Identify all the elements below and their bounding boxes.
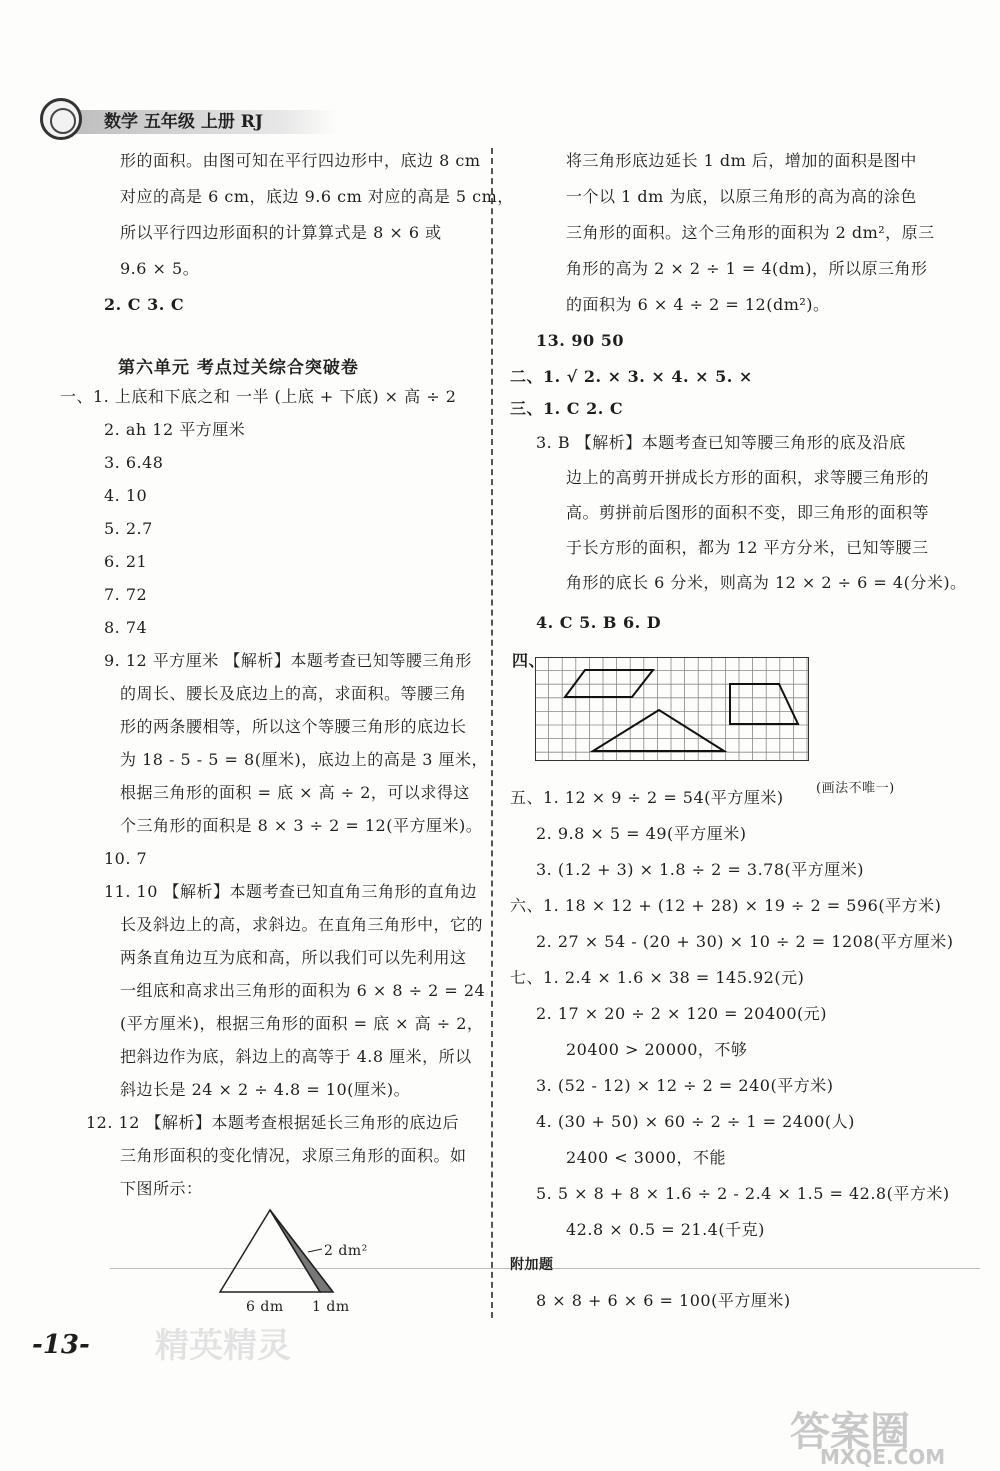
answer-line: 2. C 3. C	[104, 295, 185, 314]
text-line: 一组底和高求出三角形的面积为 6 × 8 ÷ 2 = 24	[120, 981, 486, 1000]
answer-line: 六、1. 18 × 12 + (12 + 28) × 19 ÷ 2 = 596(平方米)	[510, 896, 942, 915]
answer-line: 9. 12 平方厘米 【解析】本题考查已知等腰三角形	[104, 651, 472, 670]
text-line: 高。剪拼前后图形的面积不变，即三角形的面积等	[566, 503, 930, 522]
text-line: 20400 > 20000，不够	[566, 1040, 748, 1059]
text-line: 9.6 × 5。	[120, 259, 200, 278]
text-line: (平方厘米)，根据三角形的面积 = 底 × 高 ÷ 2，	[120, 1014, 484, 1033]
answer-line: 七、1. 2.4 × 1.6 × 38 = 145.92(元)	[510, 968, 805, 987]
page-number: -13-	[32, 1330, 90, 1360]
extra-answer: 8 × 8 + 6 × 6 = 100(平方厘米)	[536, 1291, 791, 1310]
section-label: 四、	[512, 651, 546, 670]
text-line: 长及斜边上的高，求斜边。在直角三角形中，它的	[120, 915, 484, 934]
text-line: 角形的底长 6 分米，则高为 12 × 2 ÷ 6 = 4(分米)。	[566, 573, 967, 592]
answer-line: 2. ah 12 平方厘米	[104, 420, 246, 439]
answer-line: 三、1. C 2. C	[510, 399, 624, 418]
answer-line: 3. 6.48	[104, 453, 164, 472]
text-line: 的周长、腰长及底边上的高，求面积。等腰三角	[120, 684, 467, 703]
text-line: 把斜边作为底，斜边上的高等于 4.8 厘米，所以	[120, 1047, 472, 1066]
answer-line: 2. 27 × 54 - (20 + 30) × 10 ÷ 2 = 1208(平方厘米)	[536, 932, 954, 951]
text-line: 下图所示：	[120, 1179, 203, 1198]
text-line: 形的两条腰相等，所以这个等腰三角形的底边长	[120, 717, 467, 736]
answer-line: 2. 17 × 20 ÷ 2 × 120 = 20400(元)	[536, 1004, 827, 1023]
text-line: 边上的高剪开拼成长方形的面积，求等腰三角形的	[566, 468, 930, 487]
answer-line: 11. 10 【解析】本题考查已知直角三角形的直角边	[104, 882, 477, 901]
answer-line: 3. B 【解析】本题考查已知等腰三角形的底及沿底	[536, 433, 906, 452]
unit-title: 第六单元 考点过关综合突破卷	[118, 358, 359, 378]
text-line: 42.8 × 0.5 = 21.4(千克)	[566, 1220, 765, 1239]
answer-line: 13. 90 50	[536, 331, 625, 350]
text-line: 为 18 - 5 - 5 = 8(厘米)，底边上的高是 3 厘米，	[120, 750, 489, 769]
text-line: 个三角形的面积是 8 × 3 ÷ 2 = 12(平方厘米)。	[120, 816, 483, 835]
answer-line: 12. 12 【解析】本题考查根据延长三角形的底边后	[86, 1113, 459, 1132]
text-line: 形的面积。由图可知在平行四边形中，底边 8 cm	[120, 151, 481, 170]
answer-line: 10. 7	[104, 849, 148, 868]
answer-line: 4. 10	[104, 486, 148, 505]
grid-note: (画法不唯一)	[816, 781, 895, 796]
answer-line: 5. 5 × 8 + 8 × 1.6 ÷ 2 - 2.4 × 1.5 = 42.8(平方米)	[536, 1184, 950, 1203]
answer-line: 3. (1.2 + 3) × 1.8 ÷ 2 = 3.78(平方厘米)	[536, 860, 865, 879]
extra-title: 附加题	[510, 1257, 554, 1273]
answer-line: 6. 21	[104, 552, 148, 571]
text-line: 根据三角形的面积 = 底 × 高 ÷ 2，可以求得这	[120, 783, 470, 802]
page-header	[40, 98, 340, 138]
figure-label-ext: 1 dm	[312, 1299, 350, 1315]
answer-line: 4. C 5. B 6. D	[536, 613, 662, 632]
answer-line: 一、1. 上底和下底之和 一半 (上底 + 下底) × 高 ÷ 2	[60, 387, 457, 406]
answer-line: 5. 2.7	[104, 519, 153, 538]
column-divider	[491, 148, 493, 1318]
text-line: 一个以 1 dm 为底，以原三角形的高为高的涂色	[566, 187, 917, 206]
text-line: 将三角形底边延长 1 dm 后，增加的面积是图中	[566, 151, 917, 170]
text-line: 的面积为 6 × 4 ÷ 2 = 12(dm²)。	[566, 295, 830, 314]
answer-line: 4. (30 + 50) × 60 ÷ 2 ÷ 1 = 2400(人)	[536, 1112, 855, 1131]
answer-line: 8. 74	[104, 618, 148, 637]
text-line: 角形的高为 2 × 2 ÷ 1 = 4(dm)，所以原三角形	[566, 259, 928, 278]
text-line: 三角形面积的变化情况，求原三角形的面积。如	[120, 1146, 467, 1165]
answer-line: 3. (52 - 12) × 12 ÷ 2 = 240(平方米)	[536, 1076, 834, 1095]
text-line: 2400 < 3000，不能	[566, 1148, 727, 1167]
answer-line: 二、1. √ 2. × 3. × 4. × 5. ×	[510, 367, 753, 386]
brand-logo	[40, 98, 82, 140]
text-line: 所以平行四边形面积的计算算式是 8 × 6 或	[120, 223, 442, 242]
stamp-mark: 精英精灵	[155, 1326, 291, 1366]
text-line: 三角形的面积。这个三角形的面积为 2 dm²，原三	[566, 223, 935, 242]
text-line: 两条直角边互为底和高，所以我们可以先利用这	[120, 948, 467, 967]
figure-label-base: 6 dm	[246, 1299, 284, 1315]
watermark-url: MXQE.COM	[820, 1445, 946, 1469]
text-line: 于长方形的面积，都为 12 平方分米，已知等腰三	[566, 538, 929, 557]
answer-line: 五、1. 12 × 9 ÷ 2 = 54(平方厘米)	[510, 788, 784, 807]
figure-label-area: 2 dm²	[324, 1243, 368, 1259]
answer-line: 7. 72	[104, 585, 148, 604]
text-line: 斜边长是 24 × 2 ÷ 4.8 = 10(厘米)。	[120, 1080, 411, 1099]
answer-line: 2. 9.8 × 5 = 49(平方厘米)	[536, 824, 747, 843]
header-title: 数学 五年级 上册 RJ	[104, 112, 263, 132]
text-line: 对应的高是 6 cm，底边 9.6 cm 对应的高是 5 cm，	[120, 187, 514, 206]
grid-figure	[535, 657, 809, 761]
watermark-logo: 答案圈	[790, 1409, 910, 1455]
